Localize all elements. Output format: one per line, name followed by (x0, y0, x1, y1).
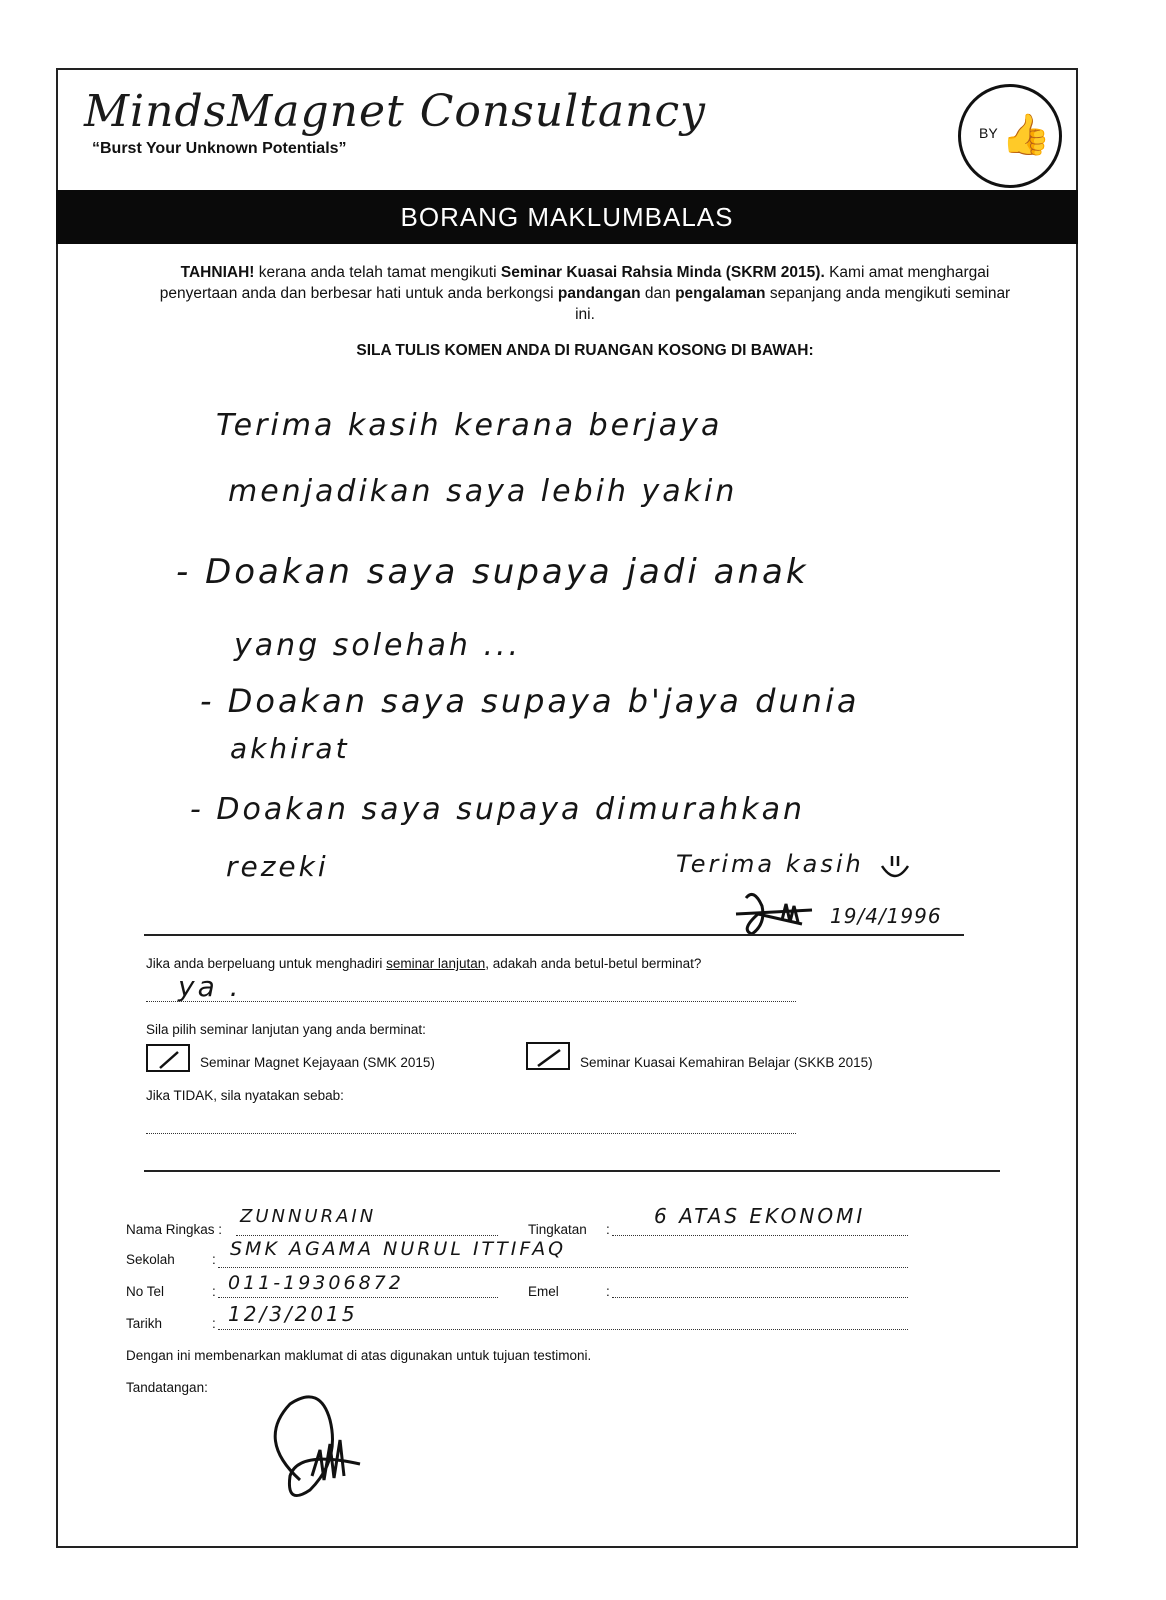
label-emel: Emel (528, 1284, 559, 1299)
question-part: , adakah anda betul-betul berminat? (485, 956, 702, 971)
intro-part: Kami amat menghargai penyertaan anda dan berbesar hati untuk anda berkongsi (159, 264, 990, 302)
field-line (218, 1296, 498, 1298)
checkbox-smk[interactable] (146, 1044, 190, 1072)
intro-part: sepanjang anda mengikuti seminar ini. (575, 285, 1011, 323)
divider (144, 1170, 1000, 1172)
intro-pengalaman: pengalaman (675, 285, 766, 302)
signature-label: Tandatangan: (126, 1380, 208, 1395)
signature[interactable] (250, 1380, 390, 1515)
thumbs-up-icon: 👍 (1001, 113, 1051, 157)
checkbox-skkb[interactable] (526, 1042, 570, 1070)
field-line (218, 1266, 908, 1268)
field-line (218, 1328, 908, 1330)
label-sekolah: Sekolah (126, 1252, 175, 1267)
initial-signature (732, 884, 820, 949)
question-choose-seminar: Sila pilih seminar lanjutan yang anda berminat: (146, 1022, 426, 1037)
label-tel: No Tel (126, 1284, 165, 1299)
label-tarikh: Tarikh (126, 1316, 163, 1331)
question-reason: Jika TIDAK, sila nyatakan sebab: (146, 1088, 344, 1103)
email-line[interactable] (612, 1296, 908, 1298)
intro-pandangan: pandangan (557, 285, 641, 302)
comment-line[interactable]: rezeki (226, 850, 329, 883)
colon: : (212, 1284, 216, 1299)
intro-seminar-name: Seminar Kuasai Rahsia Minda (SKRM 2015). (500, 264, 825, 281)
comment-line[interactable]: yang solehah ... (234, 628, 522, 663)
brand-logo: MindsMagnet Consultancy (84, 86, 706, 137)
smiley-icon (878, 852, 912, 891)
question-interest (146, 956, 701, 971)
comment-date[interactable]: 19/4/1996 (830, 904, 942, 928)
value-tel[interactable]: 011-19306872 (228, 1272, 404, 1294)
answer-line (146, 1000, 796, 1002)
comment-line[interactable]: akhirat (230, 732, 350, 765)
colon: : (212, 1316, 216, 1331)
label-tingkatan: Tingkatan (528, 1222, 587, 1237)
confirm-statement: Dengan ini membenarkan maklumat di atas digunakan untuk tujuan testimoni. (126, 1348, 592, 1363)
reason-line[interactable] (146, 1132, 796, 1134)
intro-part: kerana anda telah tamat mengikuti (254, 264, 501, 281)
divider (144, 934, 964, 936)
brand-tagline: “Burst Your Unknown Potentials” (92, 140, 347, 157)
badge-logo (958, 84, 1062, 188)
value-tingkatan[interactable]: 6 ATAS EKONOMI (654, 1204, 866, 1228)
option-smk-label: Seminar Magnet Kejayaan (SMK 2015) (200, 1055, 435, 1070)
question-part: Jika anda berpeluang untuk menghadiri (146, 956, 387, 971)
field-line (236, 1234, 498, 1236)
comment-line[interactable]: - Doakan saya supaya jadi anak (176, 552, 809, 592)
badge-text: BY (979, 125, 998, 141)
intro-part: dan (640, 285, 676, 302)
value-nama[interactable]: ZUNNURAIN (240, 1206, 377, 1227)
comment-line[interactable]: - Doakan saya supaya b'jaya dunia (200, 682, 860, 720)
value-sekolah[interactable]: SMK AGAMA NURUL ITTIFAQ (230, 1238, 567, 1260)
answer-interest[interactable]: ya . (178, 970, 242, 1003)
intro-text (150, 262, 1020, 325)
label-nama-text: Nama Ringkas (126, 1222, 215, 1237)
comment-line[interactable]: menjadikan saya lebih yakin (228, 474, 738, 509)
option-skkb-label: Seminar Kuasai Kemahiran Belajar (SKKB 2015) (580, 1055, 873, 1070)
value-tarikh[interactable]: 12/3/2015 (228, 1302, 358, 1326)
question-underlined: seminar lanjutan (386, 956, 486, 971)
comment-closing[interactable]: Terima kasih (676, 850, 864, 878)
intro-congrats: TAHNIAH! (180, 264, 255, 281)
label-nama: Nama Ringkas : (126, 1222, 223, 1237)
comment-line[interactable]: - Doakan saya supaya dimurahkan (190, 792, 806, 827)
comment-line[interactable]: Terima kasih kerana berjaya (216, 408, 723, 443)
colon: : (212, 1252, 216, 1267)
colon: : (606, 1284, 610, 1299)
instruction-heading: SILA TULIS KOMEN ANDA DI RUANGAN KOSONG DI BAWAH: (356, 342, 814, 359)
form-title: BORANG MAKLUMBALAS (56, 190, 1078, 244)
field-line (612, 1234, 908, 1236)
colon: : (606, 1222, 610, 1237)
